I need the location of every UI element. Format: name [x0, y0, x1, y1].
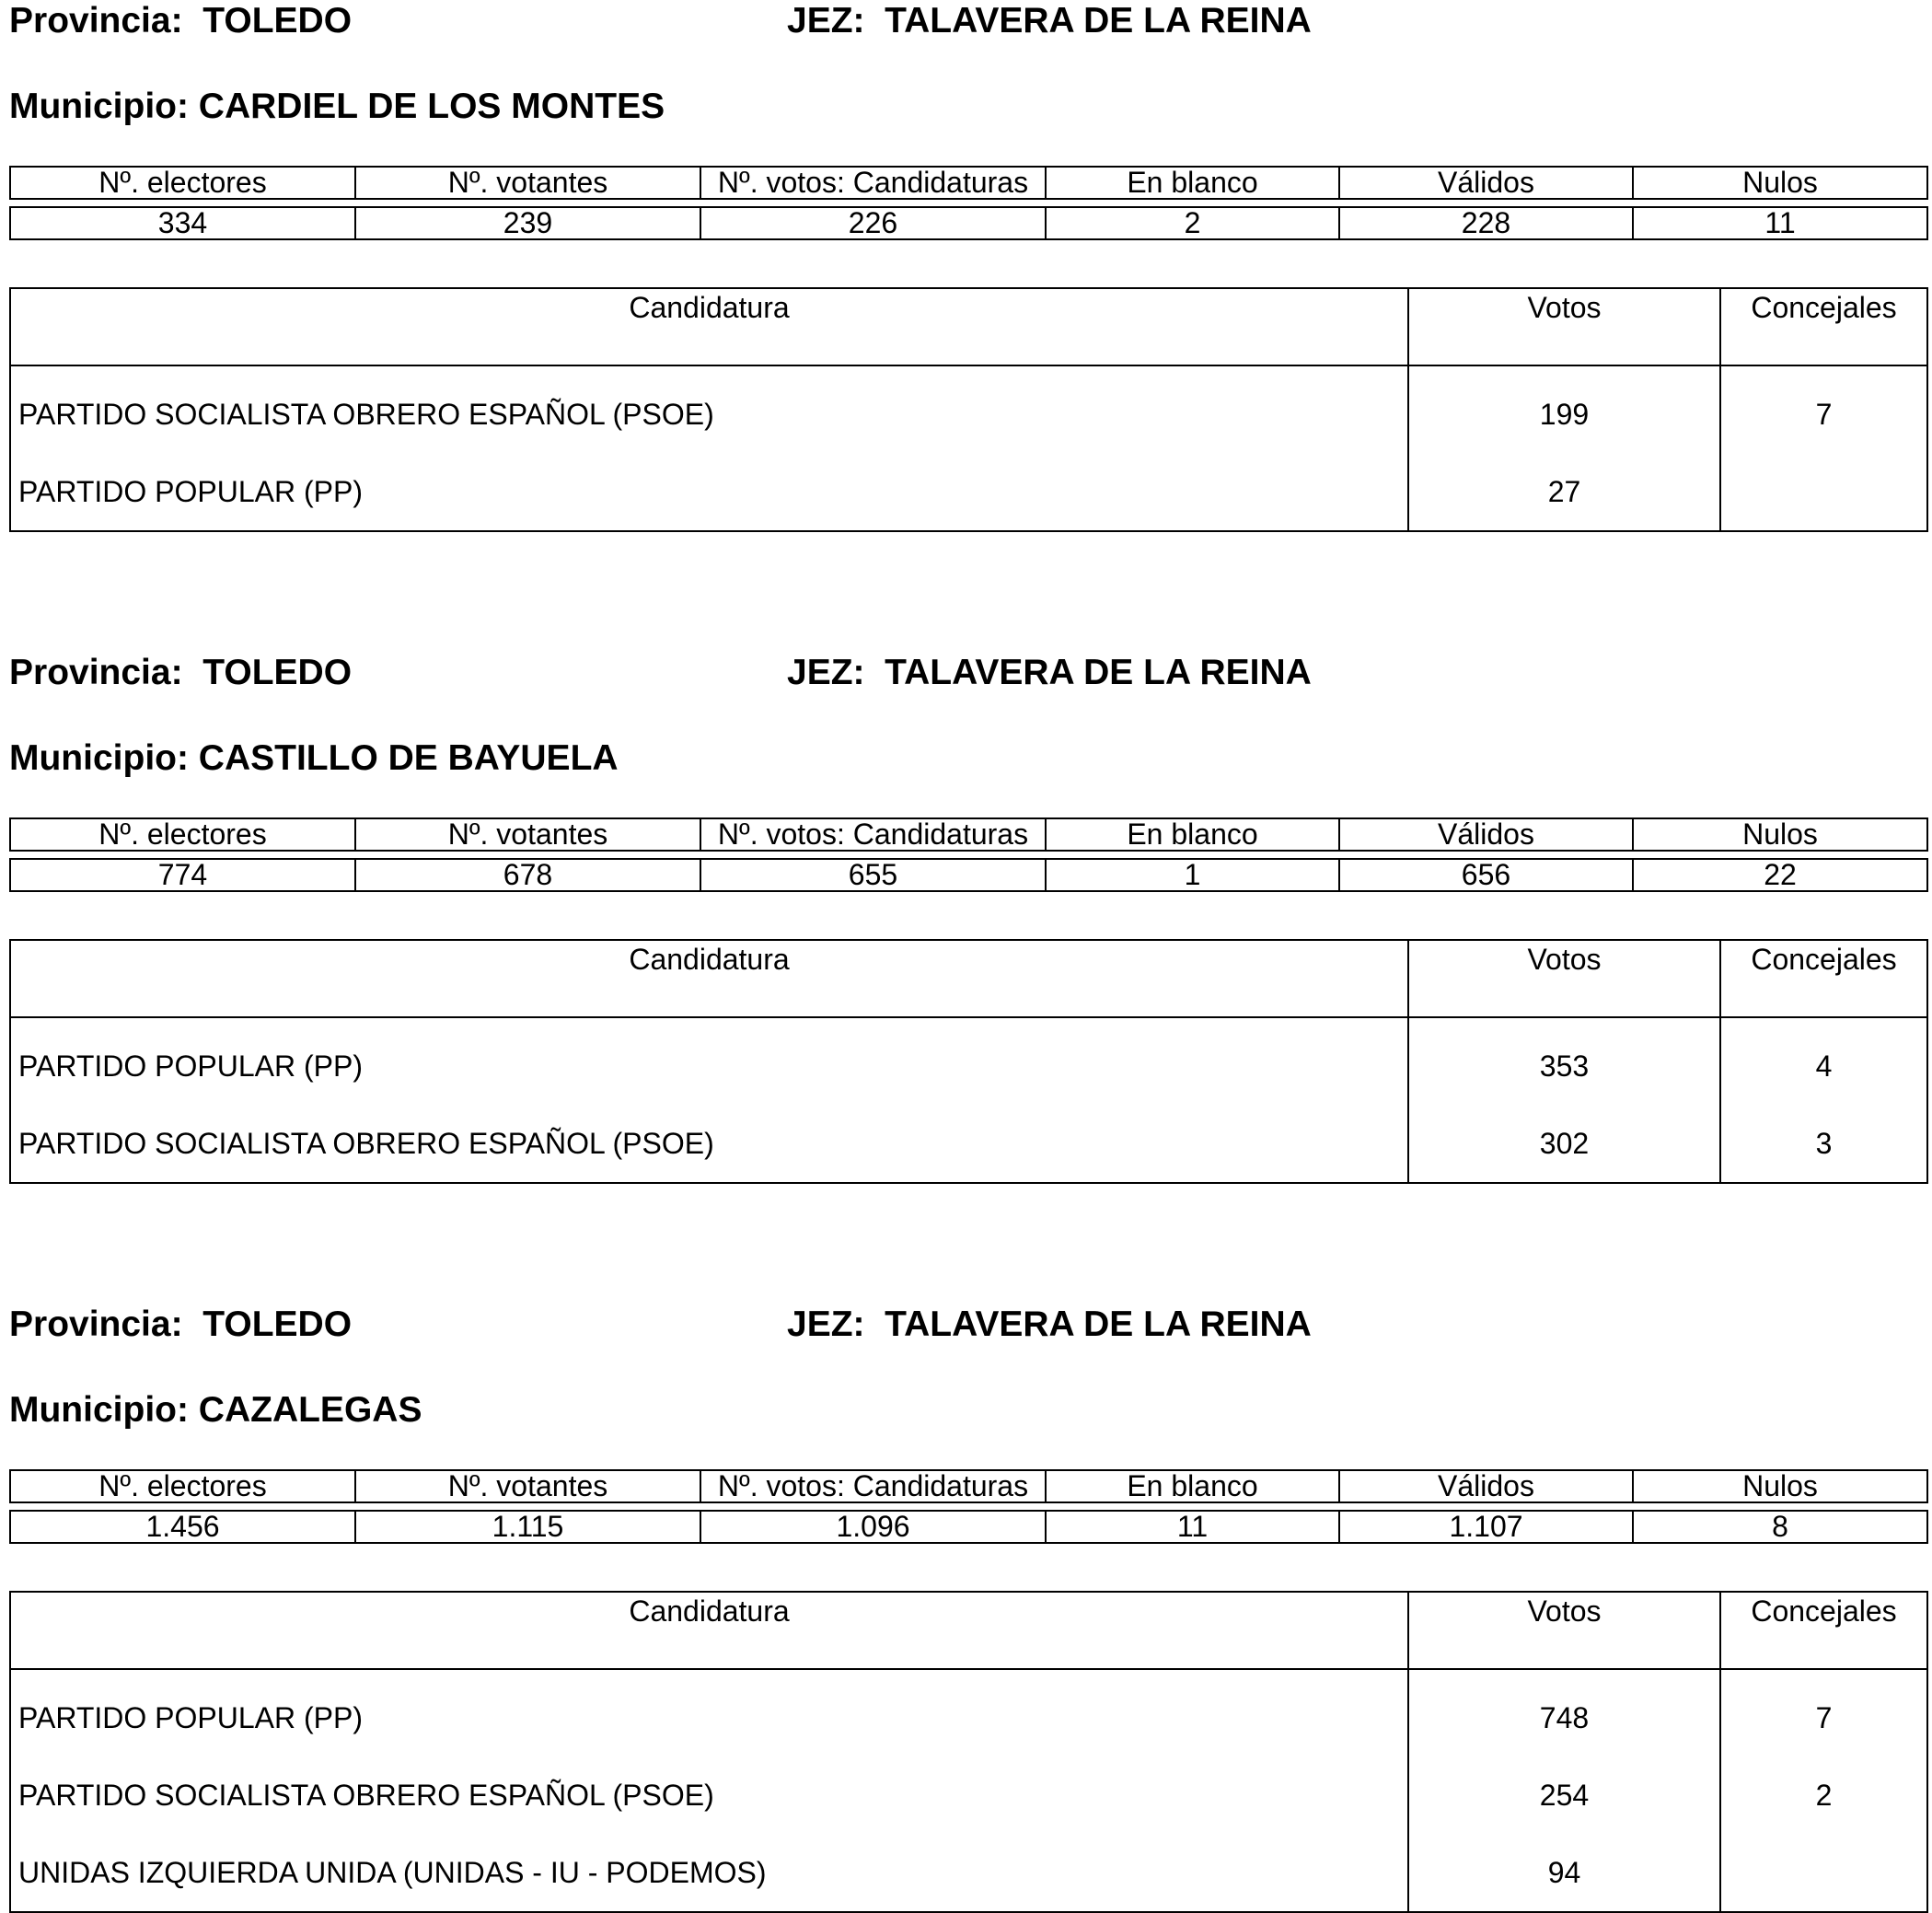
municipio-section-2 — [0, 652, 1932, 1304]
municipio-section-1 — [0, 0, 1932, 652]
candidatura-name: PARTIDO POPULAR (PP) — [10, 1017, 1408, 1105]
header-concejales: Concejales — [1720, 288, 1927, 365]
value-electores: 774 — [10, 859, 355, 891]
table-row — [10, 1756, 1927, 1834]
jez-label: JEZ: TALAVERA DE LA REINA — [787, 1304, 1312, 1344]
header-votantes: Nº. votantes — [355, 1470, 700, 1502]
header-candidatura: Candidatura — [10, 288, 1408, 365]
table-row — [10, 1017, 1927, 1105]
candidatura-concejales: 3 — [1720, 1105, 1927, 1183]
candidaturas-table — [9, 1591, 1928, 1913]
value-validos: 656 — [1339, 859, 1633, 891]
table-row — [10, 365, 1927, 453]
summary-header-row — [10, 818, 1927, 851]
candidatura-concejales: 4 — [1720, 1017, 1927, 1105]
value-votantes: 1.115 — [355, 1511, 700, 1543]
candidatura-name: PARTIDO POPULAR (PP) — [10, 453, 1408, 531]
header-nulos: Nulos — [1633, 1470, 1927, 1502]
provincia-label: Provincia: TOLEDO — [9, 653, 353, 692]
candidatura-votos: 748 — [1408, 1669, 1720, 1756]
header-en-blanco: En blanco — [1046, 167, 1339, 199]
header-votos-candidaturas: Nº. votos: Candidaturas — [700, 1470, 1046, 1502]
candidaturas-table — [9, 287, 1928, 532]
value-en-blanco: 11 — [1046, 1511, 1339, 1543]
candidatura-votos: 94 — [1408, 1834, 1720, 1912]
summary-values-row — [10, 1511, 1927, 1543]
candidatura-votos: 27 — [1408, 453, 1720, 531]
jez-label: JEZ: TALAVERA DE LA REINA — [787, 1, 1312, 41]
value-nulos: 22 — [1633, 859, 1927, 891]
municipio-title: Municipio: CASTILLO DE BAYUELA — [9, 738, 619, 778]
header-votos: Votos — [1408, 1592, 1720, 1669]
candidatura-votos: 302 — [1408, 1105, 1720, 1183]
header-votantes: Nº. votantes — [355, 818, 700, 851]
candidatura-votos: 199 — [1408, 365, 1720, 453]
value-nulos: 8 — [1633, 1511, 1927, 1543]
value-votantes: 678 — [355, 859, 700, 891]
summary-values-table — [9, 858, 1928, 892]
header-votos-candidaturas: Nº. votos: Candidaturas — [700, 818, 1046, 851]
value-validos: 228 — [1339, 207, 1633, 239]
summary-values-row — [10, 207, 1927, 239]
value-votos-candidaturas: 226 — [700, 207, 1046, 239]
value-validos: 1.107 — [1339, 1511, 1633, 1543]
candidatura-concejales: 7 — [1720, 1669, 1927, 1756]
candidatura-name: PARTIDO SOCIALISTA OBRERO ESPAÑOL (PSOE) — [10, 1756, 1408, 1834]
candidatura-concejales — [1720, 453, 1927, 531]
provincia-label: Provincia: TOLEDO — [9, 1304, 353, 1344]
municipio-section-3 — [0, 1304, 1932, 1910]
jez-label: JEZ: TALAVERA DE LA REINA — [787, 653, 1312, 692]
candidatura-votos: 254 — [1408, 1756, 1720, 1834]
candidatura-concejales — [1720, 1834, 1927, 1912]
header-votos: Votos — [1408, 940, 1720, 1017]
table-row — [10, 1834, 1927, 1912]
summary-values-table — [9, 206, 1928, 240]
candidatura-concejales: 2 — [1720, 1756, 1927, 1834]
candidatura-name: PARTIDO POPULAR (PP) — [10, 1669, 1408, 1756]
value-nulos: 11 — [1633, 207, 1927, 239]
municipio-title: Municipio: CAZALEGAS — [9, 1390, 422, 1430]
value-electores: 334 — [10, 207, 355, 239]
value-votos-candidaturas: 655 — [700, 859, 1046, 891]
header-votos-candidaturas: Nº. votos: Candidaturas — [700, 167, 1046, 199]
header-validos: Válidos — [1339, 1470, 1633, 1502]
value-en-blanco: 2 — [1046, 207, 1339, 239]
candidaturas-header-row — [10, 288, 1927, 365]
header-electores: Nº. electores — [10, 818, 355, 851]
header-candidatura: Candidatura — [10, 1592, 1408, 1669]
summary-header-table — [9, 1469, 1928, 1503]
candidaturas-header-row — [10, 1592, 1927, 1669]
header-candidatura: Candidatura — [10, 940, 1408, 1017]
header-votantes: Nº. votantes — [355, 167, 700, 199]
header-validos: Válidos — [1339, 818, 1633, 851]
header-concejales: Concejales — [1720, 1592, 1927, 1669]
candidatura-name: PARTIDO SOCIALISTA OBRERO ESPAÑOL (PSOE) — [10, 1105, 1408, 1183]
value-en-blanco: 1 — [1046, 859, 1339, 891]
summary-header-row — [10, 1470, 1927, 1502]
summary-header-row — [10, 167, 1927, 199]
header-validos: Válidos — [1339, 167, 1633, 199]
header-electores: Nº. electores — [10, 1470, 355, 1502]
municipio-title: Municipio: CARDIEL DE LOS MONTES — [9, 87, 665, 126]
table-row — [10, 453, 1927, 531]
value-electores: 1.456 — [10, 1511, 355, 1543]
value-votos-candidaturas: 1.096 — [700, 1511, 1046, 1543]
table-row — [10, 1669, 1927, 1756]
candidaturas-table — [9, 939, 1928, 1184]
summary-header-table — [9, 166, 1928, 200]
candidatura-concejales: 7 — [1720, 365, 1927, 453]
provincia-label: Provincia: TOLEDO — [9, 1, 353, 41]
header-en-blanco: En blanco — [1046, 818, 1339, 851]
header-votos: Votos — [1408, 288, 1720, 365]
table-row — [10, 1105, 1927, 1183]
candidatura-votos: 353 — [1408, 1017, 1720, 1105]
summary-values-table — [9, 1510, 1928, 1544]
summary-values-row — [10, 859, 1927, 891]
header-electores: Nº. electores — [10, 167, 355, 199]
summary-header-table — [9, 817, 1928, 852]
value-votantes: 239 — [355, 207, 700, 239]
candidaturas-header-row — [10, 940, 1927, 1017]
candidatura-name: UNIDAS IZQUIERDA UNIDA (UNIDAS - IU - PODEMOS) — [10, 1834, 1408, 1912]
header-concejales: Concejales — [1720, 940, 1927, 1017]
header-en-blanco: En blanco — [1046, 1470, 1339, 1502]
candidatura-name: PARTIDO SOCIALISTA OBRERO ESPAÑOL (PSOE) — [10, 365, 1408, 453]
header-nulos: Nulos — [1633, 818, 1927, 851]
header-nulos: Nulos — [1633, 167, 1927, 199]
